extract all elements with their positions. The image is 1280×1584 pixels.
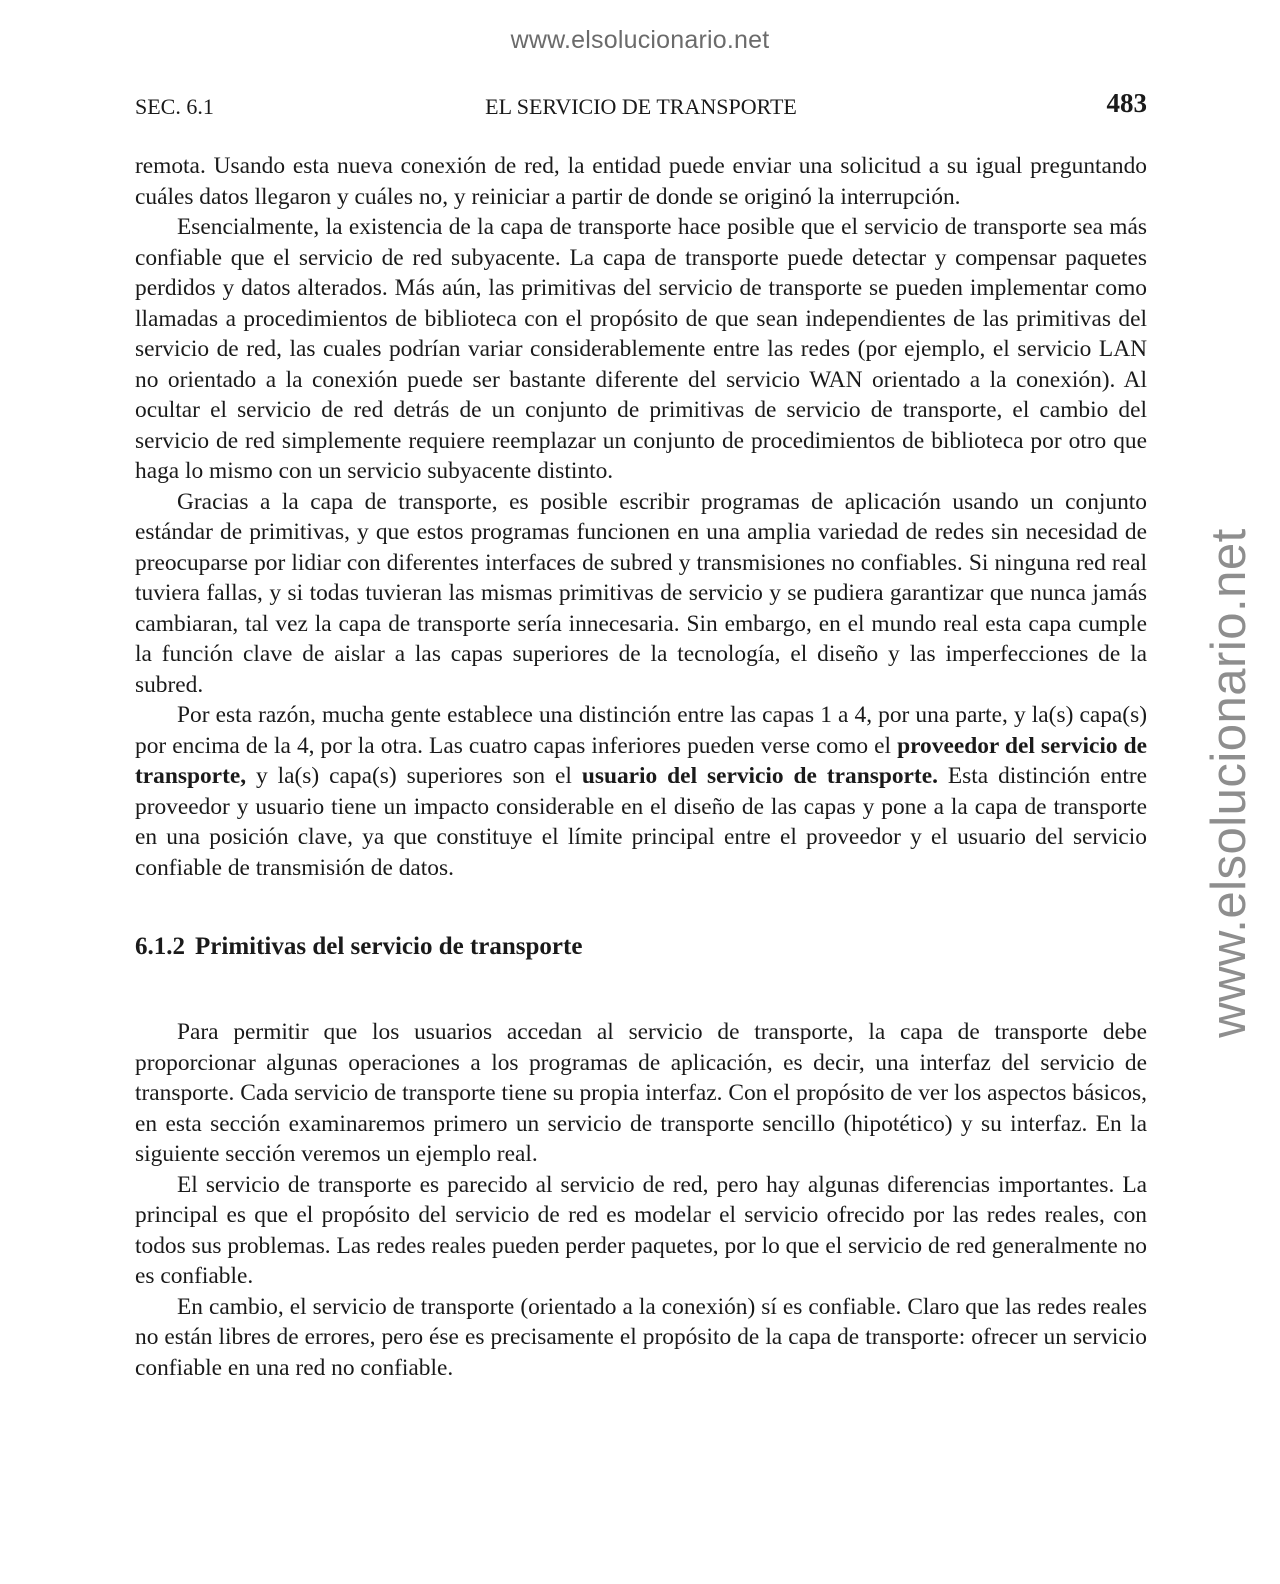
paragraph-4-text-b: y la(s) capa(s) superiores son el xyxy=(246,763,582,789)
section-label: SEC. 6.1 xyxy=(135,94,214,119)
paragraph-7: En cambio, el servicio de transporte (orientado a la conexión) sí es confiable. Claro que las redes reales no están libres de errores, pero ése es precisamente el propósito de la capa de transporte: ofrecer un servicio confiable en una red no confiable. xyxy=(135,1293,1147,1381)
section-heading-number: 6.1.2 xyxy=(135,933,185,960)
paragraph-4-text-c: Esta distinción entre proveedor y usuario tiene un impacto considerable en el diseño de las capas y pone a la capa de transporte en una posición clave, ya que constituye el límite principal entre el proveedor y el usuario del servicio confiable de transmisión de datos. xyxy=(135,763,1148,881)
paragraph-1: remota. Usando esta nueva conexión de red, la entidad puede enviar una solicitud a su igual preguntando cuáles datos llegaron y cuáles no, y reiniciar a partir de donde se originó la interrupción. xyxy=(135,153,1147,210)
page-number: 483 xyxy=(1106,88,1147,118)
section-heading xyxy=(135,931,1147,963)
term-usuario: usuario del servicio de transporte. xyxy=(581,763,938,789)
section-heading-title: Primitivas del servicio de transporte xyxy=(195,933,583,960)
page-body xyxy=(135,151,1147,1383)
paragraph-6: El servicio de transporte es parecido al servicio de red, pero hay algunas diferencias importantes. La principal es que el propósito del servicio de red es modelar el servicio ofrecido por las redes reales, con todos sus problemas. Las redes reales pueden perder paquetes, por lo que el servicio de red generalmente no es confiable. xyxy=(135,1171,1147,1289)
paragraph-4 xyxy=(135,700,1147,883)
chapter-title: EL SERVICIO DE TRANSPORTE xyxy=(485,94,797,119)
paragraph-3: Gracias a la capa de transporte, es posible escribir programas de aplicación usando un conjunto estándar de primitivas, y que estos programas funcionen en una amplia variedad de redes sin necesidad de preocuparse por lidiar con diferentes interfaces de subred y transmisiones no confiables. Si ninguna red real tuviera fallas, y si todas tuvieran las mismas primitivas de servicio y se pudiera garantizar que nunca jamás cambiaran, tal vez la capa de transporte sería innecesaria. Sin embargo, en el mundo real esta capa cumple la función clave de aislar a las capas superiores de la tecnología, el diseño y las imperfecciones de la subred. xyxy=(135,488,1147,698)
watermark-side: www.elsolucionario.net xyxy=(1202,528,1256,1038)
paragraph-5: Para permitir que los usuarios accedan al servicio de transporte, la capa de transporte debe proporcionar algunas operaciones a los programas de aplicación, es decir, una interfaz del servicio de transporte. Cada servicio de transporte tiene su propia interfaz. Con el propósito de ver los aspectos básicos, en esta sección examinaremos primero un servicio de transporte sencillo (hipotético) y su interfaz. En la siguiente sección veremos un ejemplo real. xyxy=(135,1019,1147,1167)
watermark-top: www.elsolucionario.net xyxy=(510,26,770,54)
paragraph-4-text-a: Por esta razón, mucha gente establece una distinción entre las capas 1 a 4, por una parte, y la(s) capa(s) por encima de la 4, por la otra. Las cuatro capas inferiores pueden verse como el xyxy=(135,702,1147,759)
running-head xyxy=(135,88,1147,122)
paragraph-2: Esencialmente, la existencia de la capa de transporte hace posible que el servicio de transporte sea más confiable que el servicio de red subyacente. La capa de transporte puede detectar y compensar paquetes perdidos y datos alterados. Más aún, las primitivas del servicio de transporte se pueden implementar como llamadas a procedimientos de biblioteca con el propósito de que sean independientes de las primitivas del servicio de red, las cuales podrían variar considerablemente entre las redes (por ejemplo, el servicio LAN no orientado a la conexión puede ser bastante diferente del servicio WAN orientado a la conexión). Al ocultar el servicio de red detrás de un conjunto de primitivas de servicio de transporte, el cambio del servicio de red simplemente requiere reemplazar un conjunto de procedimientos de biblioteca por otro que haga lo mismo con un servicio subyacente distinto. xyxy=(135,214,1147,484)
term-proveedor: proveedor del servicio de transporte, xyxy=(135,732,1147,789)
